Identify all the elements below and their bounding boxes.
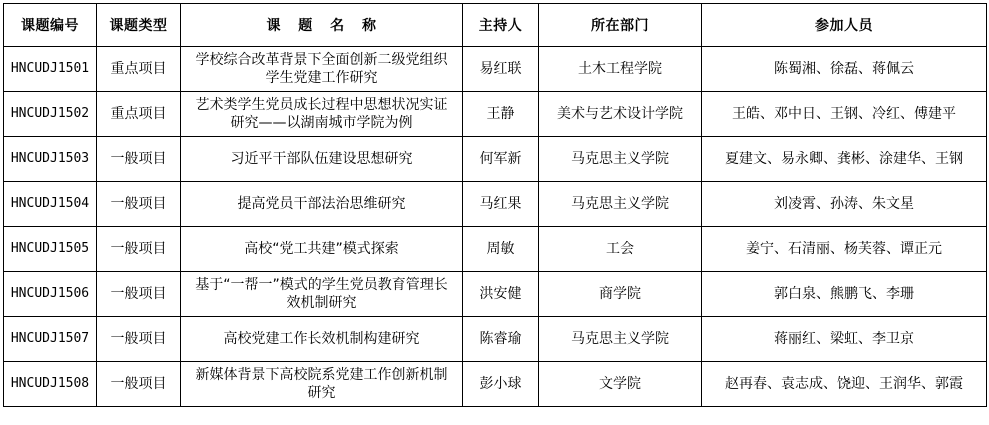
cell-members: 姜宁、石清丽、杨芙蓉、谭正元: [702, 227, 987, 272]
header-host: 主持人: [463, 4, 539, 47]
cell-host: 马红果: [463, 182, 539, 227]
cell-title: 提高党员干部法治思维研究: [181, 182, 463, 227]
cell-dept: 马克思主义学院: [539, 317, 702, 362]
cell-members: 郭白泉、熊鹏飞、李珊: [702, 272, 987, 317]
header-title: 课 题 名 称: [181, 4, 463, 47]
cell-code: HNCUDJ1502: [4, 92, 97, 137]
table-row: [4, 362, 987, 407]
cell-host: 陈睿瑜: [463, 317, 539, 362]
cell-host: 彭小球: [463, 362, 539, 407]
cell-type: 一般项目: [97, 362, 181, 407]
cell-members: 赵再春、袁志成、饶迎、王润华、郭霞: [702, 362, 987, 407]
cell-host: 何军新: [463, 137, 539, 182]
cell-title: 习近平干部队伍建设思想研究: [181, 137, 463, 182]
cell-title: 基于“一帮一”模式的学生党员教育管理长效机制研究: [181, 272, 463, 317]
cell-dept: 马克思主义学院: [539, 137, 702, 182]
header-type: 课题类型: [97, 4, 181, 47]
cell-host: 王静: [463, 92, 539, 137]
cell-code: HNCUDJ1506: [4, 272, 97, 317]
cell-type: 一般项目: [97, 317, 181, 362]
cell-host: 周敏: [463, 227, 539, 272]
table-row: [4, 317, 987, 362]
cell-members: 蒋丽红、梁虹、李卫京: [702, 317, 987, 362]
cell-code: HNCUDJ1505: [4, 227, 97, 272]
cell-dept: 文学院: [539, 362, 702, 407]
table-row: [4, 182, 987, 227]
header-code: 课题编号: [4, 4, 97, 47]
header-row: [4, 4, 987, 47]
cell-dept: 美术与艺术设计学院: [539, 92, 702, 137]
cell-title: 高校党建工作长效机制构建研究: [181, 317, 463, 362]
cell-host: 洪安健: [463, 272, 539, 317]
cell-members: 王皓、邓中日、王钢、冷红、傅建平: [702, 92, 987, 137]
cell-type: 一般项目: [97, 272, 181, 317]
cell-type: 重点项目: [97, 47, 181, 92]
cell-type: 重点项目: [97, 92, 181, 137]
cell-code: HNCUDJ1501: [4, 47, 97, 92]
projects-table: [3, 3, 987, 407]
table-row: [4, 47, 987, 92]
table-row: [4, 227, 987, 272]
cell-title: 新媒体背景下高校院系党建工作创新机制研究: [181, 362, 463, 407]
cell-title: 高校“党工共建”模式探索: [181, 227, 463, 272]
cell-dept: 工会: [539, 227, 702, 272]
cell-dept: 马克思主义学院: [539, 182, 702, 227]
cell-dept: 商学院: [539, 272, 702, 317]
header-members: 参加人员: [702, 4, 987, 47]
table-row: [4, 92, 987, 137]
cell-code: HNCUDJ1507: [4, 317, 97, 362]
cell-title: 学校综合改革背景下全面创新二级党组织学生党建工作研究: [181, 47, 463, 92]
cell-members: 夏建文、易永卿、龚彬、涂建华、王钢: [702, 137, 987, 182]
cell-title: 艺术类学生党员成长过程中思想状况实证研究——以湖南城市学院为例: [181, 92, 463, 137]
cell-type: 一般项目: [97, 137, 181, 182]
cell-members: 陈蜀湘、徐磊、蒋佩云: [702, 47, 987, 92]
cell-host: 易红联: [463, 47, 539, 92]
cell-members: 刘凌霄、孙涛、朱文星: [702, 182, 987, 227]
cell-code: HNCUDJ1503: [4, 137, 97, 182]
cell-type: 一般项目: [97, 227, 181, 272]
cell-dept: 土木工程学院: [539, 47, 702, 92]
table-row: [4, 137, 987, 182]
table-row: [4, 272, 987, 317]
cell-type: 一般项目: [97, 182, 181, 227]
cell-code: HNCUDJ1504: [4, 182, 97, 227]
cell-code: HNCUDJ1508: [4, 362, 97, 407]
header-dept: 所在部门: [539, 4, 702, 47]
